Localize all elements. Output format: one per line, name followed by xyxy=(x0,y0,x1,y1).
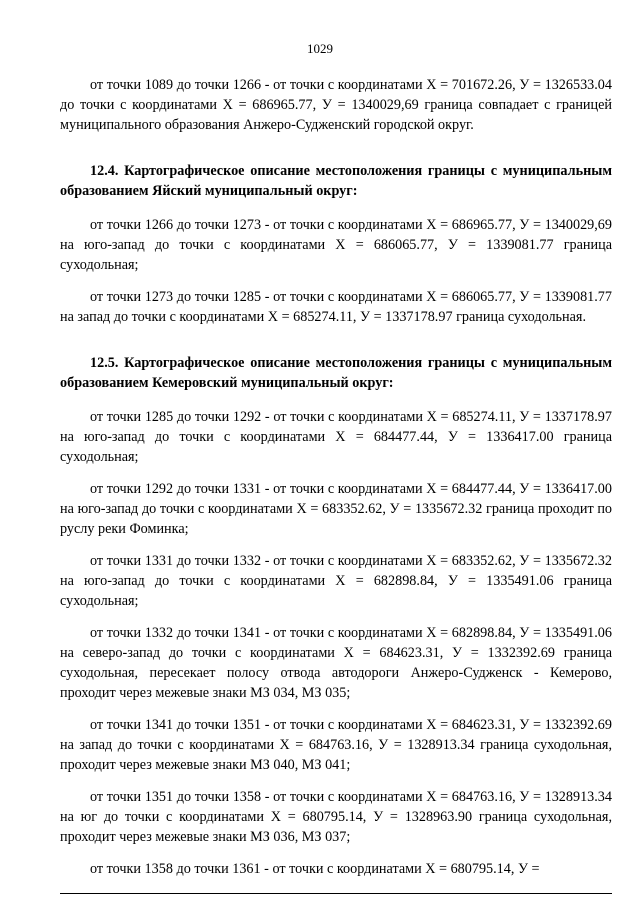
paragraph-boundary-1089-1266: от точки 1089 до точки 1266 - от точки с координатами Х = 701672.26, У = 1326533.04 до точки с координатами Х = 686965.77, У = 1340029,69 граница совпадает с границей муниципального образования Анжеро-Судженский городской округ. xyxy=(60,77,612,133)
paragraph-boundary-1273-1285: от точки 1273 до точки 1285 - от точки с координатами Х = 686065.77, У = 1339081.77 на запад до точки с координатами Х = 685274.11, У = 1337178.97 граница суходольная. xyxy=(60,289,612,325)
page-number: 1029 xyxy=(307,41,333,56)
paragraph-boundary-1351-1358: от точки 1351 до точки 1358 - от точки с координатами Х = 684763.16, У = 1328913.34 на юг до точки с координатами Х = 680795.14, У = 1328963.90 граница суходольная, проходит через межевые знаки МЗ 036, МЗ 037; xyxy=(60,789,612,845)
paragraph-boundary-1292-1331: от точки 1292 до точки 1331 - от точки с координатами Х = 684477.44, У = 1336417.00 на юго-запад до точки с координатами Х = 683352.62, У = 1335672.32 граница проходит по руслу реки Фоминка; xyxy=(60,481,612,537)
paragraph-boundary-1285-1292: от точки 1285 до точки 1292 - от точки с координатами Х = 685274.11, У = 1337178.97 на юго-запад до точки с координатами Х = 684477.44, У = 1336417.00 граница суходольная; xyxy=(60,409,612,465)
section-heading-12-4: 12.4. Картографическое описание местоположения границы с муниципальным образованием Яйский муниципальный округ: xyxy=(60,163,612,199)
paragraph-boundary-1358-1361: от точки 1358 до точки 1361 - от точки с координатами Х = 680795.14, У = xyxy=(90,861,540,877)
paragraph-boundary-1331-1332: от точки 1331 до точки 1332 - от точки с координатами Х = 683352.62, У = 1335672.32 на юго-запад до точки с координатами Х = 682898.84, У = 1335491.06 граница суходольная; xyxy=(60,553,612,609)
document-body xyxy=(60,75,612,891)
paragraph-boundary-1332-1341: от точки 1332 до точки 1341 - от точки с координатами Х = 682898.84, У = 1335491.06 на северо-запад до точки с координатами Х = 684623.31, У = 1332392.69 граница суходольная, пересекает полосу отвода автодороги Анжеро-Судженск - Кемерово, проходит через межевые знаки МЗ 034, МЗ 035; xyxy=(60,625,612,701)
section-heading-12-5: 12.5. Картографическое описание местоположения границы с муниципальным образованием Кемеровский муниципальный округ: xyxy=(60,355,612,391)
footer-divider xyxy=(60,893,612,894)
paragraph-boundary-1341-1351: от точки 1341 до точки 1351 - от точки с координатами Х = 684623.31, У = 1332392.69 на запад до точки с координатами Х = 684763.16, У = 1328913.34 граница суходольная, проходит через межевые знаки МЗ 040, МЗ 041; xyxy=(60,717,612,773)
paragraph-boundary-1266-1273: от точки 1266 до точки 1273 - от точки с координатами Х = 686965.77, У = 1340029,69 на юго-запад до точки с координатами Х = 686065.77, У = 1339081.77 граница суходольная; xyxy=(60,217,612,273)
